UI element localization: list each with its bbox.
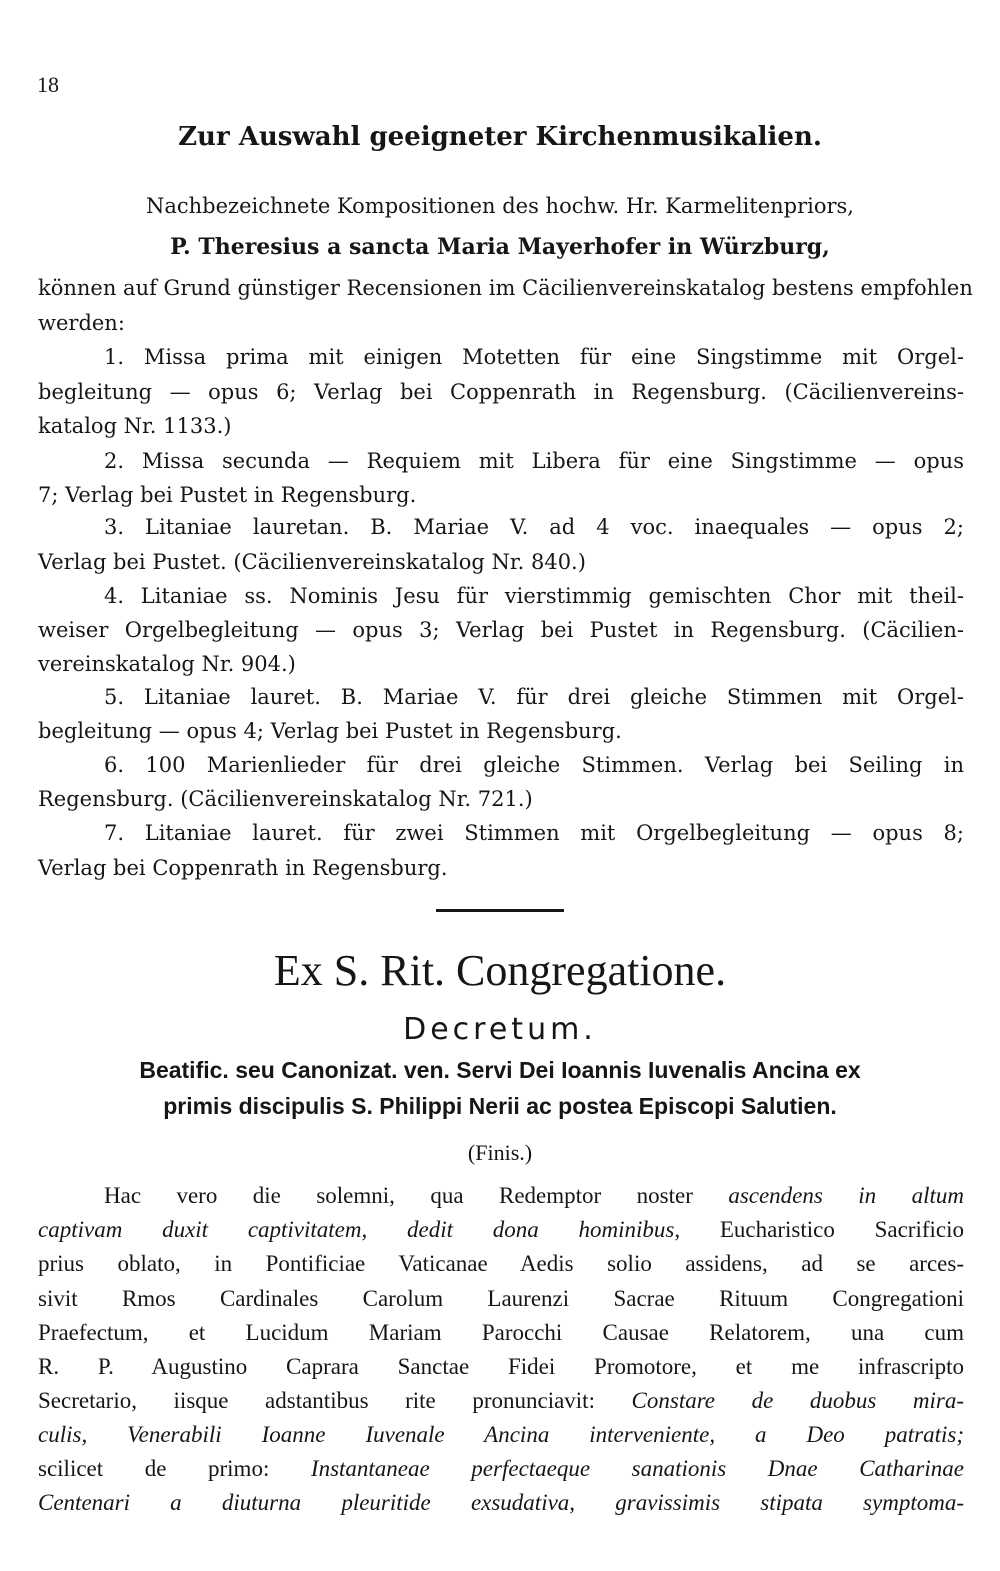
body-line-2-italic: captivam duxit captivitatem, dedit dona hominibus, — [38, 1217, 681, 1242]
list-item-7-line-1: 7. Litaniae lauret. für zwei Stimmen mit Orgelbegleitung — opus 8; — [104, 821, 964, 845]
body-line-1-italic: ascendens in altum — [728, 1183, 965, 1208]
body-line-6: R. P. Augustino Caprara Sanctae Fidei Promotore, et me infrascripto — [38, 1354, 964, 1379]
list-item-5-line-1: 5. Litaniae lauret. B. Mariae V. für drei gleiche Stimmen mit Orgel- — [104, 685, 964, 709]
list-item-6-line-1: 6. 100 Marienlieder für drei gleiche Stimmen. Verlag bei Seiling in — [104, 753, 964, 777]
body-line-10: Centenari a diuturna pleuritide exsudativa, gravissimis stipata symptoma- — [38, 1490, 964, 1515]
finis-label: (Finis.) — [467, 1140, 533, 1165]
section-divider — [436, 909, 564, 912]
body-line-2 — [38, 1218, 964, 1241]
section-title-kirchenmusikalien: Zur Auswahl geeigneter Kirchenmusikalien. — [178, 122, 822, 152]
body-line-7-roman: Secretario, iisque adstantibus rite pronunciavit: — [38, 1388, 632, 1413]
list-item-4-line-2: weiser Orgelbegleitung — opus 3; Verlag bei Pustet in Regensburg. (Cäcilien- — [38, 618, 964, 642]
list-item-1-line-3: katalog Nr. 1133.) — [38, 414, 232, 438]
body-line-9-italic: Instantaneae perfectaeque sanationis Dnae Catharinae — [310, 1456, 964, 1481]
list-item-6-line-2: Regensburg. (Cäcilienvereinskatalog Nr. 721.) — [38, 787, 533, 811]
intro-line-4: werden: — [38, 311, 125, 335]
page-number: 18 — [37, 72, 59, 97]
body-line-2-roman: Eucharistico Sacrificio — [680, 1217, 964, 1242]
list-item-5-line-2: begleitung — opus 4; Verlag bei Pustet in Regensburg. — [38, 719, 622, 743]
list-item-3-line-2: Verlag bei Pustet. (Cäcilienvereinskatalog Nr. 840.) — [38, 550, 586, 574]
body-line-5: Praefectum, et Lucidum Mariam Parocchi Causae Relatorem, una cum — [38, 1320, 964, 1345]
body-line-1 — [104, 1184, 964, 1207]
body-line-1-roman: Hac vero die solemni, qua Redemptor noster — [104, 1183, 729, 1208]
list-item-2-line-1: 2. Missa secunda — Requiem mit Libera für eine Singstimme — opus — [104, 449, 964, 473]
body-line-7-italic: Constare de duobus mira- — [631, 1388, 964, 1413]
body-line-9 — [38, 1457, 964, 1480]
intro-line-1: Nachbezeichnete Kompositionen des hochw. Hr. Karmelitenpriors, — [145, 194, 854, 218]
section-title-congregatione: Ex S. Rit. Congregatione. — [273, 946, 727, 995]
list-item-4-line-3: vereinskatalog Nr. 904.) — [38, 652, 296, 676]
decree-subject-line-2: primis discipulis S. Philippi Nerii ac postea Episcopi Salutien. — [163, 1093, 837, 1119]
decretum-heading: Decretum. — [403, 1012, 597, 1047]
body-line-8: culis, Venerabili Ioanne Iuvenale Ancina interveniente, a Deo patratis; — [38, 1422, 964, 1447]
list-item-2-line-2: 7; Verlag bei Pustet in Regensburg. — [38, 483, 417, 507]
composer-name-line: P. Theresius a sancta Maria Mayerhofer in Würzburg, — [170, 234, 830, 260]
list-item-7-line-2: Verlag bei Coppenrath in Regensburg. — [38, 856, 448, 880]
list-item-3-line-1: 3. Litaniae lauretan. B. Mariae V. ad 4 voc. inaequales — opus 2; — [104, 515, 964, 539]
intro-line-3: können auf Grund günstiger Recensionen im Cäcilienvereinskatalog bestens empfohlen — [38, 276, 973, 300]
body-line-4: sivit Rmos Cardinales Carolum Laurenzi Sacrae Rituum Congregationi — [38, 1286, 964, 1311]
body-line-3: prius oblato, in Pontificiae Vaticanae Aedis solio assidens, ad se arces- — [38, 1251, 964, 1276]
body-line-9-roman: scilicet de primo: — [38, 1456, 311, 1481]
list-item-1-line-2: begleitung — opus 6; Verlag bei Coppenrath in Regensburg. (Cäcilienvereins- — [38, 380, 964, 404]
decree-subject-line-1: Beatific. seu Canonizat. ven. Servi Dei Ioannis Iuvenalis Ancina ex — [139, 1057, 861, 1083]
body-line-7 — [38, 1389, 964, 1412]
list-item-4-line-1: 4. Litaniae ss. Nominis Jesu für vierstimmig gemischten Chor mit theil- — [104, 584, 964, 608]
list-item-1-line-1: 1. Missa prima mit einigen Motetten für eine Singstimme mit Orgel- — [104, 345, 964, 369]
